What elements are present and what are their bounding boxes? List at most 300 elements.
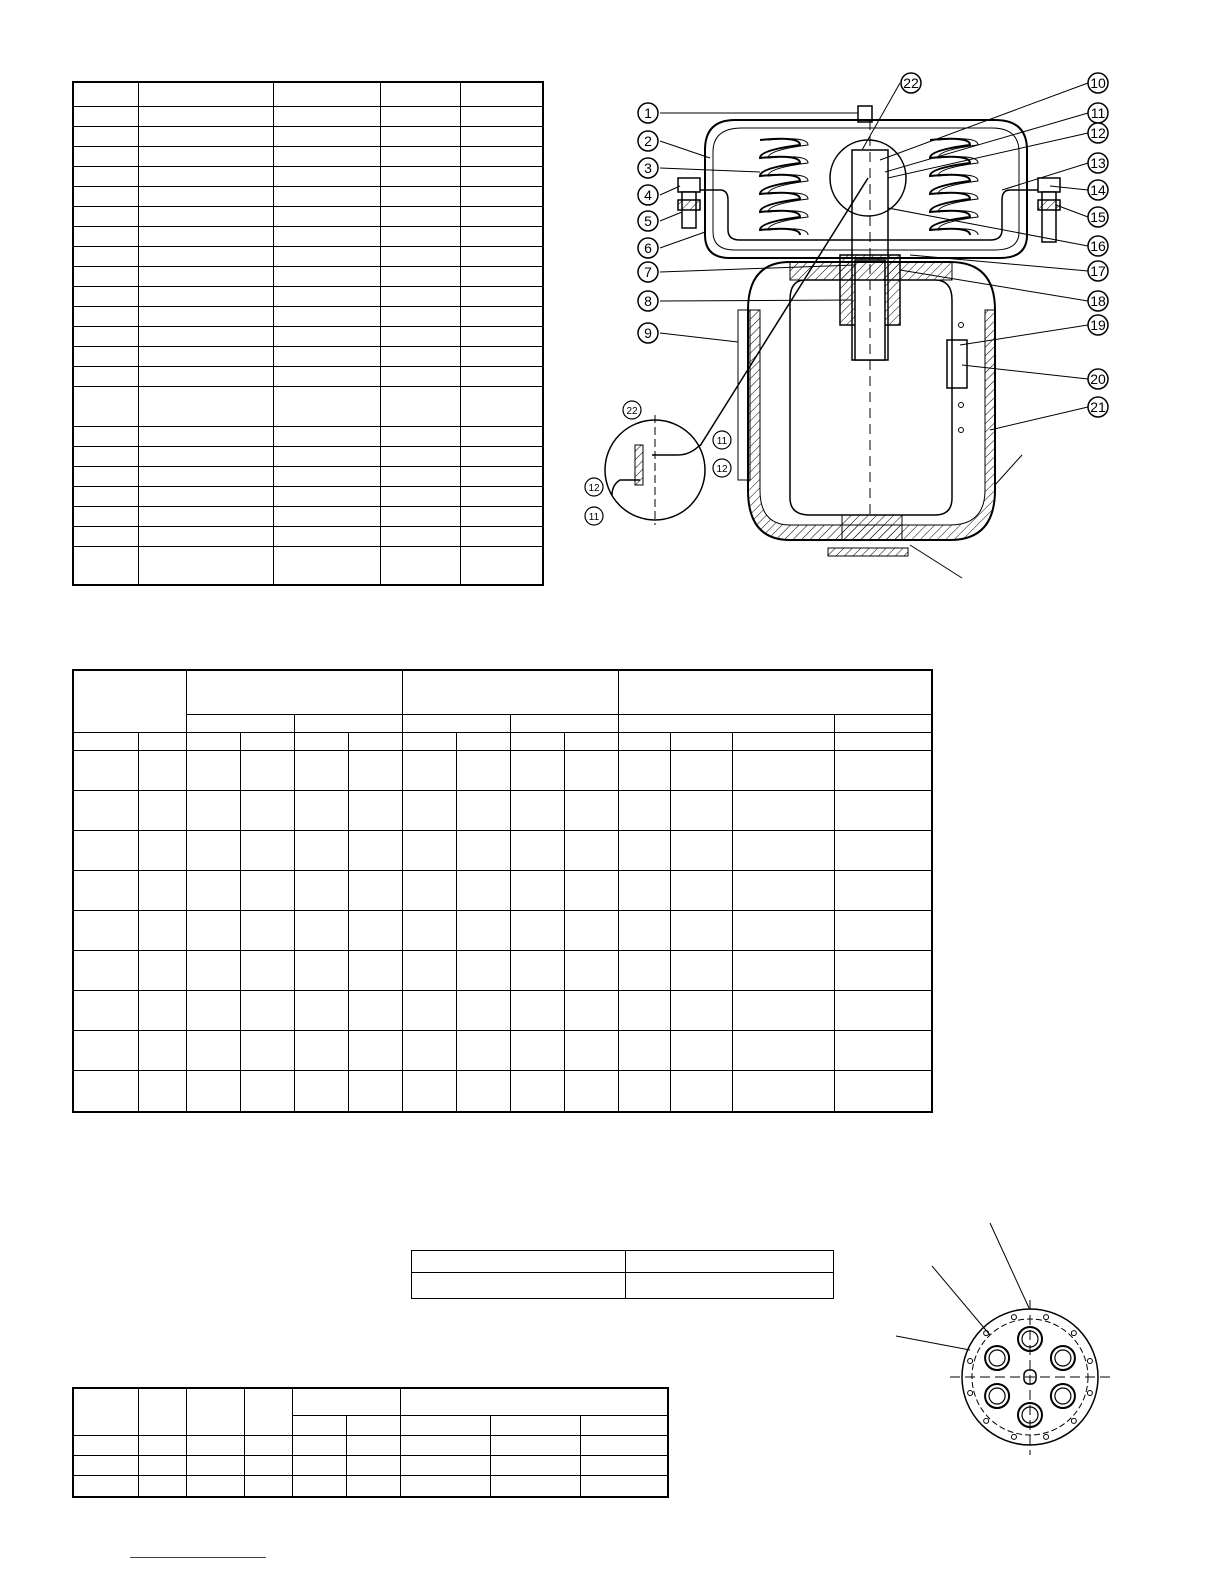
table-cell — [564, 1070, 618, 1112]
table-cell — [73, 426, 138, 446]
table-cell — [73, 950, 138, 990]
table-cell — [294, 1070, 348, 1112]
table-cell — [460, 166, 543, 186]
svg-text:7: 7 — [644, 264, 652, 280]
table-cell — [564, 830, 618, 870]
table-cell — [834, 790, 932, 830]
svg-text:11: 11 — [1090, 105, 1106, 121]
svg-text:20: 20 — [1090, 371, 1106, 387]
table-cell — [460, 286, 543, 306]
table-cell — [73, 750, 138, 790]
table-cell — [73, 226, 138, 246]
right-bolt — [1038, 178, 1060, 242]
table-cell — [402, 830, 456, 870]
bolt-hole — [1071, 1331, 1076, 1336]
detail-callout-12 — [713, 459, 731, 477]
stroke-indicator — [947, 340, 967, 388]
table-row — [73, 346, 543, 366]
table-cell — [273, 146, 380, 166]
table-cell — [460, 106, 543, 126]
table-cell — [240, 1070, 294, 1112]
table-cell — [73, 186, 138, 206]
svg-text:22: 22 — [626, 406, 638, 417]
table-cell — [460, 506, 543, 526]
left-bolt — [678, 178, 700, 228]
indicator-holes — [959, 323, 964, 433]
table-cell — [294, 870, 348, 910]
table-cell — [618, 790, 670, 830]
svg-text:2: 2 — [644, 133, 652, 149]
spec-subheader-cell — [294, 732, 348, 750]
table-row — [73, 870, 932, 910]
bolt-hole — [1011, 1315, 1016, 1320]
table-cell — [138, 266, 273, 286]
detail-callout-11 — [585, 507, 603, 525]
table-cell — [380, 226, 460, 246]
bolt-hole — [1071, 1418, 1076, 1423]
bolt-hole — [1044, 1315, 1049, 1320]
table-row — [412, 1251, 834, 1273]
callout-15 — [1088, 207, 1108, 227]
table-cell — [510, 750, 564, 790]
table-cell — [732, 1030, 834, 1070]
spec-subheader-cell — [348, 732, 402, 750]
table-cell — [732, 830, 834, 870]
table-row — [73, 206, 543, 226]
table-cell — [138, 950, 186, 990]
table-cell — [618, 1030, 670, 1070]
table-cell — [73, 1070, 138, 1112]
table-row — [73, 1455, 668, 1475]
table-cell — [240, 950, 294, 990]
table-cell — [186, 910, 240, 950]
spec-header-row-2 — [73, 714, 932, 732]
table-cell — [294, 1030, 348, 1070]
callout-18 — [1088, 291, 1108, 311]
table-cell — [138, 246, 273, 266]
table-cell — [73, 1030, 138, 1070]
callout-2 — [638, 131, 658, 151]
table-cell — [456, 790, 510, 830]
table-cell — [380, 526, 460, 546]
svg-text:17: 17 — [1090, 263, 1106, 279]
callout-17 — [1088, 261, 1108, 281]
table-cell — [380, 386, 460, 426]
table-cell — [618, 870, 670, 910]
svg-text:11: 11 — [588, 512, 600, 523]
table-row — [73, 1435, 668, 1455]
table-cell — [273, 486, 380, 506]
spec-subheader-cell — [834, 732, 932, 750]
table-cell — [380, 326, 460, 346]
table-cell — [186, 790, 240, 830]
table-cell — [240, 830, 294, 870]
table-cell — [456, 1030, 510, 1070]
table-cell — [834, 870, 932, 910]
table-cell — [380, 206, 460, 226]
table-cell — [294, 830, 348, 870]
table-cell — [348, 950, 402, 990]
table-cell — [138, 226, 273, 246]
table-cell — [273, 346, 380, 366]
table-cell — [348, 1030, 402, 1070]
table-cell — [73, 266, 138, 286]
callout-5 — [638, 211, 658, 231]
table-cell — [402, 910, 456, 950]
table-cell — [510, 1030, 564, 1070]
table-cell — [73, 830, 138, 870]
table-cell — [73, 286, 138, 306]
table-cell — [732, 750, 834, 790]
table-cell — [380, 106, 460, 126]
table-row — [73, 486, 543, 506]
table-cell — [456, 990, 510, 1030]
table-cell — [348, 870, 402, 910]
table-cell — [138, 1070, 186, 1112]
table-cell — [510, 950, 564, 990]
callout-8 — [638, 291, 658, 311]
table-cell — [618, 990, 670, 1030]
table-cell — [273, 226, 380, 246]
table-cell — [402, 790, 456, 830]
dim-header-row-1 — [73, 1388, 668, 1415]
table-cell — [380, 82, 460, 106]
table-row — [73, 446, 543, 466]
table-cell — [138, 990, 186, 1030]
table-row — [73, 266, 543, 286]
callout-13 — [1088, 153, 1108, 173]
table-cell — [564, 1030, 618, 1070]
flange-port — [989, 1388, 1005, 1404]
table-row — [73, 830, 932, 870]
table-cell — [380, 446, 460, 466]
table-cell — [73, 106, 138, 126]
table-cell — [460, 266, 543, 286]
table-cell — [732, 1070, 834, 1112]
table-cell — [273, 426, 380, 446]
table-cell — [510, 830, 564, 870]
table-cell — [834, 950, 932, 990]
table-row — [73, 546, 543, 585]
table-cell — [294, 990, 348, 1030]
callout-19 — [1088, 315, 1108, 335]
table-cell — [348, 910, 402, 950]
table-cell — [138, 186, 273, 206]
table-cell — [73, 526, 138, 546]
callout-3 — [638, 158, 658, 178]
callout-22 — [901, 73, 921, 93]
callout-12 — [1088, 123, 1108, 143]
table-cell — [273, 466, 380, 486]
table-cell — [618, 910, 670, 950]
spec-subheader-cell — [240, 732, 294, 750]
table-cell — [186, 870, 240, 910]
table-row — [73, 990, 932, 1030]
table-cell — [460, 326, 543, 346]
table-cell — [294, 750, 348, 790]
detail-callout-22 — [623, 401, 641, 419]
table-cell — [294, 950, 348, 990]
table-cell — [138, 346, 273, 366]
table-cell — [670, 1070, 732, 1112]
table-cell — [380, 306, 460, 326]
table-cell — [460, 526, 543, 546]
table-cell — [834, 1070, 932, 1112]
table-cell — [348, 990, 402, 1030]
table-row — [73, 466, 543, 486]
svg-text:8: 8 — [644, 293, 652, 309]
table-cell — [732, 790, 834, 830]
footer-link[interactable] — [130, 1557, 266, 1558]
table-cell — [456, 950, 510, 990]
table-cell — [460, 146, 543, 166]
table-cell — [618, 950, 670, 990]
callout-6 — [638, 238, 658, 258]
table-cell — [460, 386, 543, 426]
table-cell — [402, 750, 456, 790]
table-cell — [73, 366, 138, 386]
table-cell — [380, 166, 460, 186]
spec-header-cell — [402, 714, 510, 732]
spec-subheader-cell — [73, 732, 138, 750]
svg-text:3: 3 — [644, 160, 652, 176]
svg-text:15: 15 — [1090, 209, 1106, 225]
table-cell — [456, 910, 510, 950]
table-row — [73, 146, 543, 166]
table-cell — [564, 870, 618, 910]
table-row — [73, 126, 543, 146]
table-cell — [186, 750, 240, 790]
table-cell — [348, 790, 402, 830]
table-cell — [380, 426, 460, 446]
table-cell — [273, 366, 380, 386]
table-cell — [273, 286, 380, 306]
table-cell — [273, 186, 380, 206]
table-cell — [138, 486, 273, 506]
svg-text:4: 4 — [644, 187, 652, 203]
table-cell — [460, 206, 543, 226]
bolt-hole — [1087, 1358, 1092, 1363]
table-cell — [670, 990, 732, 1030]
table-cell — [670, 1030, 732, 1070]
table-row — [73, 426, 543, 446]
spec-header-cell — [186, 670, 402, 714]
actuator-stem — [840, 120, 900, 520]
table-row — [73, 506, 543, 526]
callout-10 — [1088, 73, 1108, 93]
table-cell — [456, 870, 510, 910]
table-cell — [732, 990, 834, 1030]
table-cell — [73, 506, 138, 526]
table-cell — [456, 750, 510, 790]
bolt-hole — [1044, 1434, 1049, 1439]
callout-21 — [1088, 397, 1108, 417]
table-cell — [460, 446, 543, 466]
table-cell — [73, 990, 138, 1030]
parts-list-table — [72, 81, 544, 586]
parts-header-row — [73, 82, 543, 106]
bolt-hole — [968, 1391, 973, 1396]
spec-header-row-1 — [73, 670, 932, 714]
table-cell — [73, 386, 138, 426]
table-cell — [564, 950, 618, 990]
table-cell — [273, 306, 380, 326]
table-cell — [138, 1030, 186, 1070]
table-cell — [460, 126, 543, 146]
table-cell — [670, 830, 732, 870]
table-cell — [73, 446, 138, 466]
table-cell — [73, 870, 138, 910]
spec-header-cell — [510, 714, 618, 732]
table-cell — [186, 950, 240, 990]
table-cell — [380, 506, 460, 526]
spring-left — [760, 139, 808, 235]
svg-text:5: 5 — [644, 213, 652, 229]
table-cell — [73, 790, 138, 830]
table-row — [73, 306, 543, 326]
table-cell — [460, 306, 543, 326]
svg-text:9: 9 — [644, 325, 652, 341]
table-cell — [273, 266, 380, 286]
svg-text:10: 10 — [1090, 75, 1106, 91]
table-row — [73, 326, 543, 346]
table-cell — [456, 1070, 510, 1112]
table-cell — [240, 910, 294, 950]
table-cell — [380, 486, 460, 506]
table-cell — [73, 306, 138, 326]
svg-text:12: 12 — [716, 464, 728, 475]
table-cell — [618, 750, 670, 790]
table-row — [73, 1070, 932, 1112]
table-cell — [273, 326, 380, 346]
spec-subheader-cell — [670, 732, 732, 750]
table-cell — [273, 526, 380, 546]
flange-port — [1055, 1350, 1071, 1366]
svg-text:12: 12 — [1090, 125, 1106, 141]
table-cell — [460, 426, 543, 446]
table-cell — [73, 326, 138, 346]
table-cell — [402, 1070, 456, 1112]
callout-11 — [1088, 103, 1108, 123]
table-cell — [294, 910, 348, 950]
table-cell — [138, 126, 273, 146]
table-cell — [273, 446, 380, 466]
svg-text:21: 21 — [1090, 399, 1106, 415]
table-cell — [380, 346, 460, 366]
svg-text:11: 11 — [716, 436, 728, 447]
table-cell — [460, 226, 543, 246]
table-cell — [460, 186, 543, 206]
table-cell — [138, 750, 186, 790]
table-cell — [380, 146, 460, 166]
table-cell — [460, 82, 543, 106]
table-row — [73, 226, 543, 246]
table-row — [73, 950, 932, 990]
callout-20 — [1088, 369, 1108, 389]
bolt-hole — [1011, 1434, 1016, 1439]
bolt-hole — [984, 1418, 989, 1423]
table-cell — [564, 750, 618, 790]
svg-text:14: 14 — [1090, 182, 1106, 198]
svg-text:19: 19 — [1090, 317, 1106, 333]
table-cell — [510, 870, 564, 910]
table-cell — [460, 546, 543, 585]
spec-header-cell — [402, 670, 618, 714]
spec-subheader-cell — [564, 732, 618, 750]
table-cell — [138, 830, 186, 870]
table-cell — [834, 910, 932, 950]
table-cell — [273, 246, 380, 266]
table-cell — [73, 486, 138, 506]
svg-text:12: 12 — [588, 483, 600, 494]
table-cell — [138, 426, 273, 446]
table-cell — [138, 286, 273, 306]
svg-text:18: 18 — [1090, 293, 1106, 309]
table-cell — [618, 1070, 670, 1112]
svg-text:13: 13 — [1090, 155, 1106, 171]
callout-1 — [638, 103, 658, 123]
table-cell — [670, 750, 732, 790]
callout-4 — [638, 185, 658, 205]
callout-14 — [1088, 180, 1108, 200]
table-cell — [138, 506, 273, 526]
table-cell — [380, 286, 460, 306]
table-cell — [273, 126, 380, 146]
table-cell — [380, 186, 460, 206]
table-row — [73, 526, 543, 546]
flange-port — [1055, 1388, 1071, 1404]
table-cell — [186, 1070, 240, 1112]
table-cell — [138, 910, 186, 950]
mounting-flange-diagram — [885, 1215, 1115, 1465]
table-cell — [273, 546, 380, 585]
spec-header-cell — [618, 714, 834, 732]
table-cell — [273, 206, 380, 226]
callout-16 — [1088, 236, 1108, 256]
reference-table — [411, 1250, 834, 1299]
table-cell — [380, 366, 460, 386]
table-cell — [732, 870, 834, 910]
table-cell — [240, 990, 294, 1030]
table-cell — [834, 1030, 932, 1070]
table-cell — [138, 790, 186, 830]
table-cell — [402, 950, 456, 990]
table-row — [73, 386, 543, 426]
table-cell — [138, 326, 273, 346]
table-cell — [138, 386, 273, 426]
table-row — [412, 1273, 834, 1299]
table-cell — [670, 790, 732, 830]
table-cell — [460, 346, 543, 366]
table-cell — [564, 990, 618, 1030]
table-cell — [402, 870, 456, 910]
table-cell — [73, 246, 138, 266]
table-cell — [273, 106, 380, 126]
table-cell — [240, 870, 294, 910]
spec-subheader-cell — [618, 732, 670, 750]
table-row — [73, 246, 543, 266]
spec-subheader-cell — [186, 732, 240, 750]
spec-header-cell — [73, 670, 186, 732]
table-cell — [380, 126, 460, 146]
detail-callout-11 — [713, 431, 731, 449]
table-cell — [380, 546, 460, 585]
svg-text:22: 22 — [903, 75, 919, 91]
table-cell — [138, 546, 273, 585]
table-cell — [834, 990, 932, 1030]
table-row — [73, 790, 932, 830]
table-cell — [138, 82, 273, 106]
